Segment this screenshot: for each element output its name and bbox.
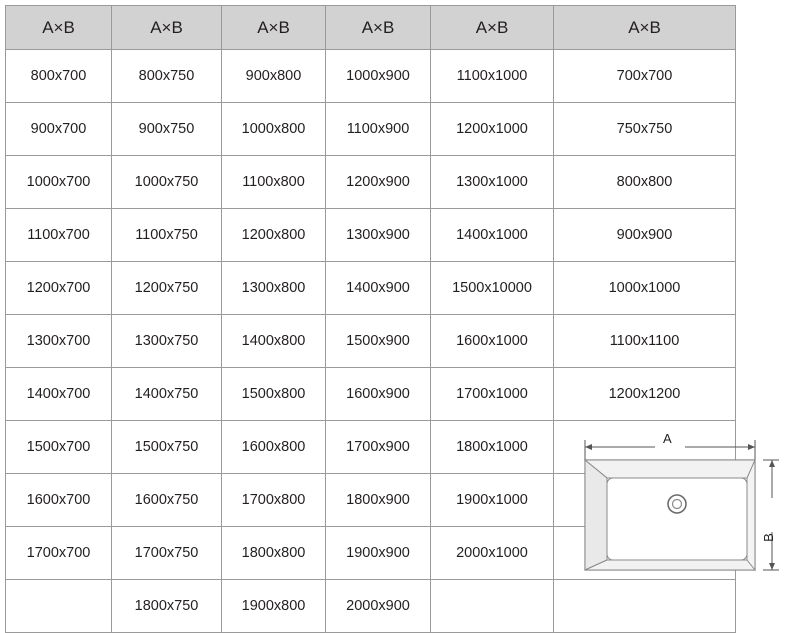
table-cell: 1500x10000 [431, 262, 554, 315]
table-cell-empty [6, 580, 112, 633]
table-cell: 1200x750 [112, 262, 222, 315]
table-cell: 900x800 [222, 50, 326, 103]
table-cell: 1400x1000 [431, 209, 554, 262]
table-cell: 1700x900 [326, 421, 431, 474]
table-cell: 900x750 [112, 103, 222, 156]
table-cell: 800x800 [554, 156, 736, 209]
table-cell: 1500x800 [222, 368, 326, 421]
table-cell: 1100x750 [112, 209, 222, 262]
table-cell: 1300x700 [6, 315, 112, 368]
table-cell: 1600x700 [6, 474, 112, 527]
table-cell: 1200x900 [326, 156, 431, 209]
table-cell: 750x750 [554, 103, 736, 156]
table-cell: 1200x1000 [431, 103, 554, 156]
table-cell: 1100x900 [326, 103, 431, 156]
table-cell: 1700x750 [112, 527, 222, 580]
table-cell: 1200x1200 [554, 368, 736, 421]
table-cell: 1500x750 [112, 421, 222, 474]
column-header-3: A×B [222, 6, 326, 50]
dimension-label-a: A [663, 431, 672, 446]
table-cell: 1300x800 [222, 262, 326, 315]
table-cell: 1100x1000 [431, 50, 554, 103]
table-cell: 1100x1100 [554, 315, 736, 368]
table-cell: 2000x1000 [431, 527, 554, 580]
table-cell: 1100x800 [222, 156, 326, 209]
table-cell: 1800x1000 [431, 421, 554, 474]
shower-tray-diagram [567, 420, 791, 620]
table-row [6, 262, 736, 315]
table-cell: 1300x1000 [431, 156, 554, 209]
table-cell: 900x900 [554, 209, 736, 262]
table-cell: 1300x750 [112, 315, 222, 368]
table-cell: 1400x900 [326, 262, 431, 315]
table-cell: 1400x750 [112, 368, 222, 421]
table-cell: 1200x700 [6, 262, 112, 315]
table-row [6, 368, 736, 421]
table-cell: 2000x900 [326, 580, 431, 633]
table-cell: 1900x1000 [431, 474, 554, 527]
table-cell: 1600x800 [222, 421, 326, 474]
table-cell: 1800x750 [112, 580, 222, 633]
table-row [6, 156, 736, 209]
table-cell: 1500x700 [6, 421, 112, 474]
table-cell: 1000x750 [112, 156, 222, 209]
table-cell: 900x700 [6, 103, 112, 156]
table-cell: 1900x900 [326, 527, 431, 580]
table-cell: 1900x800 [222, 580, 326, 633]
table-cell: 1700x800 [222, 474, 326, 527]
table-cell: 1400x800 [222, 315, 326, 368]
table-cell: 800x750 [112, 50, 222, 103]
table-cell: 1300x900 [326, 209, 431, 262]
table-row [6, 103, 736, 156]
dimension-label-b: B [760, 533, 776, 542]
column-header-6: A×B [554, 6, 736, 50]
table-cell: 1500x900 [326, 315, 431, 368]
column-header-1: A×B [6, 6, 112, 50]
column-header-2: A×B [112, 6, 222, 50]
table-cell: 1600x750 [112, 474, 222, 527]
table-cell: 1700x700 [6, 527, 112, 580]
table-cell: 1000x700 [6, 156, 112, 209]
table-cell: 1600x900 [326, 368, 431, 421]
table-row [6, 209, 736, 262]
table-cell: 800x700 [6, 50, 112, 103]
table-cell: 1400x700 [6, 368, 112, 421]
table-cell: 700x700 [554, 50, 736, 103]
table-cell: 1000x900 [326, 50, 431, 103]
column-header-4: A×B [326, 6, 431, 50]
table-cell: 1800x900 [326, 474, 431, 527]
table-row [6, 315, 736, 368]
table-cell: 1800x800 [222, 527, 326, 580]
shower-tray-drawing [567, 420, 791, 620]
table-header [6, 6, 736, 50]
table-cell: 1700x1000 [431, 368, 554, 421]
table-cell: 1000x800 [222, 103, 326, 156]
column-header-5: A×B [431, 6, 554, 50]
table-cell: 1600x1000 [431, 315, 554, 368]
table-header-row [6, 6, 736, 50]
table-row [6, 50, 736, 103]
table-cell: 1000x1000 [554, 262, 736, 315]
table-cell: 1100x700 [6, 209, 112, 262]
table-cell: 1200x800 [222, 209, 326, 262]
table-cell-empty [431, 580, 554, 633]
